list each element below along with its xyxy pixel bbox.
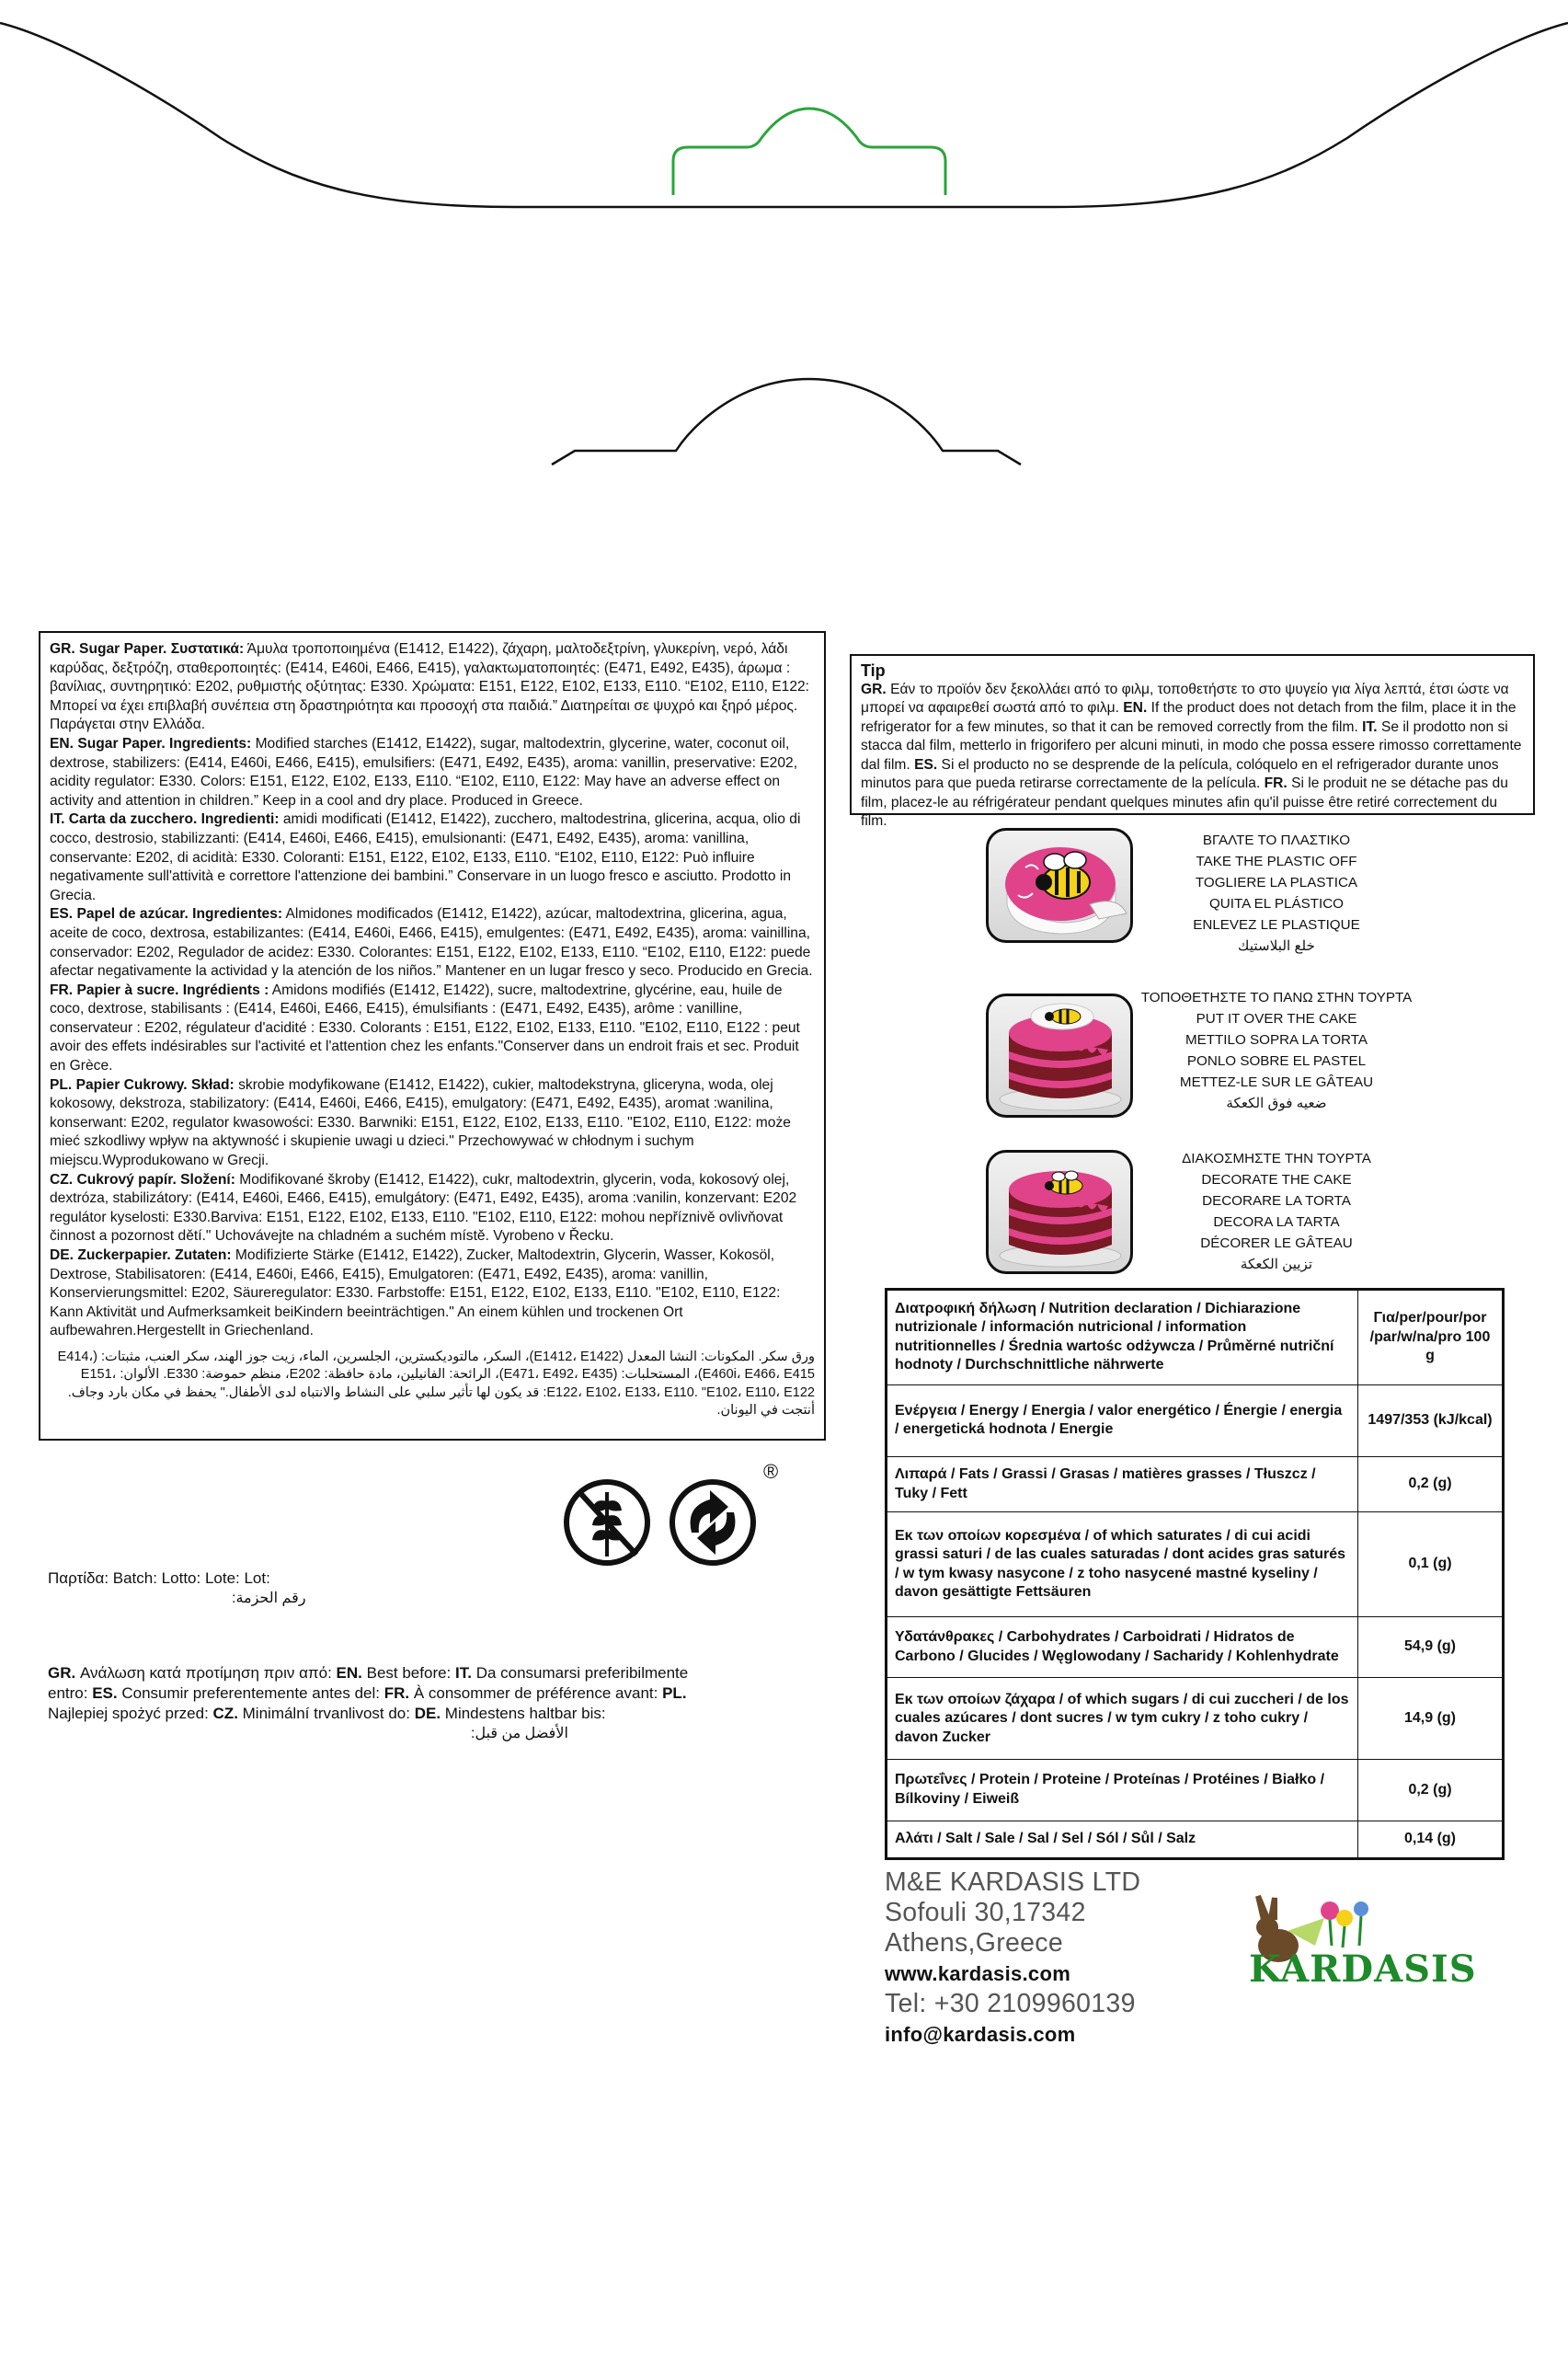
tip-en-lead: EN. — [1123, 700, 1148, 716]
bb-es-lead: ES. — [92, 1684, 118, 1702]
ingredients-es-lead: ES. Papel de azúcar. Ingredientes: — [50, 906, 283, 923]
step-2-line-gr: ΤΟΠΟΘΕΤΗΣΤΕ ΤΟ ΠΑΝΩ ΣΤΗΝ ΤΟΥΡΤΑ — [1140, 990, 1413, 1005]
company-tel: Tel: +30 2109960139 — [885, 1989, 1136, 2018]
step-3-text — [1139, 1148, 1414, 1275]
bb-cz-lead: CZ. — [212, 1705, 238, 1722]
nutrition-label-sugars: Εκ των οποίων ζάχαρα / of which sugars / di cui zuccheri / de los cuales azúcares / dont sucres / w tym cukry / z toho cukry / davon Zucker — [887, 1678, 1358, 1760]
ingredients-de-lead: DE. Zuckerpapier. Zutaten: — [50, 1247, 232, 1263]
tip-gr-lead: GR. — [861, 681, 887, 697]
tip-fr: Si le produit ne se détache pas du film, placez-le au réfrigérateur pendant quelques minutes afin qu'il puisse être retiré correctement du film. — [861, 775, 1508, 829]
bb-it: Da consumarsi preferibilmente entro: — [48, 1664, 689, 1702]
nutrition-row-salt — [887, 1821, 1504, 1858]
step-1-illustration — [986, 828, 1133, 943]
bb-gr: Ανάλωση κατά προτίμηση πριν από: — [75, 1664, 337, 1682]
company-info — [885, 1867, 1140, 2050]
bb-en-lead: EN. — [336, 1664, 362, 1682]
ingredients-pl — [50, 1076, 815, 1171]
nutrition-value-fats: 0,2 (g) — [1358, 1457, 1504, 1512]
ingredients-en — [50, 735, 815, 810]
nutrition-label-saturates: Εκ των οποίων κορεσμένα / of which saturates / di cui acidi grassi saturi / de las cuales saturadas / dont acides gras saturés / w tym kwasy nasycone / z toho nasycené mastné kyseliny / davon gesättigte Fettsäuren — [887, 1512, 1358, 1617]
kardasis-logo-text: KARDASIS — [1249, 1947, 1477, 1991]
package-dieline — [0, 0, 1568, 515]
tip-box — [850, 654, 1535, 829]
nutrition-row-energy — [887, 1384, 1504, 1457]
best-before-ar: الأفضل من قبل: — [471, 1726, 568, 1741]
step-1-text — [1139, 830, 1414, 957]
peel-topper-icon — [989, 831, 1130, 940]
bb-es: Consumir preferentemente antes del: — [117, 1684, 384, 1702]
tip-fr-lead: FR. — [1264, 775, 1288, 791]
nutrition-value-carbohydrates: 54,9 (g) — [1358, 1617, 1504, 1678]
ingredients-pl-text: skrobie modyfikowane (E1412, E1422), cukier, maltodekstryna, gliceryna, woda, olej kokosowy, dekstroza, stabilizatory: (E414, E460i, E466, E415), emulgatory: (E471, E492, E435), aromat :wanilina, konserwant: E202, regulator kwasowości: E330. Barwniki: E151, E122, E102, E133, E110. "E102, E110, E122: może mieć szkodliwy wpływ na aktywność i skupienie uwagi u dzieci." Przechowywać w chłodnym i suchym miejscu.Wyprodukowano w Grecji. — [50, 1076, 791, 1169]
nutrition-label-fats: Λιπαρά / Fats / Grassi / Grasas / matières grasses / Tłuszcz / Tuky / Fett — [887, 1457, 1358, 1512]
bb-it-lead: IT. — [455, 1664, 472, 1682]
tip-es: Si el producto no se desprende de la película, colóquelo en el refrigerador durante unos minutos para que pueda retirarse correctamente de la película. — [861, 756, 1499, 791]
lot-section — [48, 1568, 710, 1609]
ingredients-fr-lead: FR. Papier à sucre. Ingrédients : — [50, 982, 269, 998]
nutrition-label-energy: Ενέργεια / Energy / Energia / valor energético / Énergie / energia / energetická hodnota / Energie — [887, 1384, 1358, 1457]
bb-fr: À consommer de préférence avant: — [409, 1684, 663, 1702]
lot-label-ar: رقم الحزمة: — [232, 1591, 306, 1606]
company-street: Sofouli 30,17342 — [885, 1898, 1086, 1927]
nutrition-row-protein — [887, 1760, 1504, 1821]
step-3-line-ar: تزيين الكعكة — [1240, 1257, 1313, 1272]
gluten-free-icon — [567, 1482, 647, 1563]
certification-symbols — [552, 1472, 782, 1573]
bb-cz: Minimální trvanlivost do: — [237, 1705, 415, 1722]
tip-es-lead: ES. — [914, 756, 938, 773]
nutrition-header-row — [887, 1290, 1504, 1385]
nutrition-label-carbohydrates: Υδατάνθρακες / Carbohydrates / Carboidrati / Hidratos de Carbono / Glucides / Węglowodany / Sacharidy / Kohlenhydrate — [887, 1617, 1358, 1678]
green-dot-recycle-icon — [672, 1482, 753, 1563]
nutrition-label-protein: Πρωτεΐνες / Protein / Proteine / Proteínas / Protéines / Białko / Bílkoviny / Eiweiß — [887, 1760, 1358, 1821]
bb-fr-lead: FR. — [383, 1684, 410, 1702]
hang-tab-line — [552, 379, 1021, 465]
ingredients-es — [50, 905, 815, 981]
step-3-illustration — [986, 1150, 1133, 1274]
ingredients-gr-text: Άμυλα τροποποιημένα (E1412, E1422), ζάχαρη, μαλτοδεξτρίνη, γλυκερίνη, νερό, λάδι καρύδας, δεξτρόζη, σταθεροποιητές: (E414, E460i, E466, E415), γαλακτωματοποιητές: (E471, E492, E435), άρωμα : βανίλιας, συντηρητικό: E202, ρυθμιστής οξύτητας: E330. Χρώματα: E151, E122, E102, E133, E110. “E102, E110, E122: Μπορεί να έχει επιβλαβή συνέπεια στη δραστηριότητα και προσοχή στα παιδιά.” Διατηρείται σε ψυχρό και ξηρό μέρος. Παράγεται στην Ελλάδα. — [50, 641, 810, 733]
nutrition-row-fats — [887, 1457, 1504, 1512]
nutrition-value-energy: 1497/353 (kJ/kcal) — [1358, 1384, 1504, 1457]
bb-en: Best before: — [361, 1664, 456, 1682]
step-3-line-fr: DÉCORER LE GÂTEAU — [1200, 1235, 1353, 1251]
nutrition-value-sugars: 14,9 (g) — [1358, 1678, 1504, 1760]
tip-en: If the product does not detach from the film, place it in the refrigerator for a few minutes, so that it can be removed correctly from the film. — [861, 700, 1516, 735]
step-2-line-es: PONLO SOBRE EL PASTEL — [1186, 1053, 1367, 1069]
bb-de-lead: DE. — [414, 1705, 441, 1722]
ingredients-de-text: Modifizierte Stärke (E1412, E1422), Zucker, Maltodextrin, Glycerin, Wasser, Kokosöl, Dextrose, Stabilisatoren: (E414, E460i, E466, E415), Emulgatoren: (E471, E492, E435), aroma: vanillin, Konservierungsmittel: E202, Säureregulator: E330. Farbstoffe: E151, E122, E102, E133, E110. "E102, E110, E122: Kann Aktivität und Aufmerksamkeit beiKindern beeinträchtigen." An einem kühlen und trockenen Ort aufbewahren.Hergestellt in Griechenland. — [50, 1247, 781, 1339]
tip-gr: Εάν το προϊόν δεν ξεκολλάει από το φιλμ, τοποθετήστε το στο ψυγείο για λίγα λεπτά, έτσι ώστε να μπορεί να αφαιρεθεί σωστά από το φιλμ. — [861, 681, 1509, 716]
ingredients-pl-lead: PL. Papier Cukrowy. Skład: — [50, 1076, 235, 1093]
step-3-line-es: DECORA LA TARTA — [1213, 1214, 1340, 1230]
ingredients-cz — [50, 1171, 815, 1246]
ingredients-cz-lead: CZ. Cukrový papír. Složení: — [50, 1171, 235, 1188]
step-1-line-fr: ENLEVEZ LE PLASTIQUE — [1193, 917, 1360, 933]
ingredients-it — [50, 810, 815, 905]
decorated-cake-icon — [989, 1153, 1130, 1271]
tip-it-lead: IT. — [1362, 718, 1378, 735]
registered-mark: ® — [763, 1460, 779, 1483]
tip-text — [861, 681, 1524, 832]
cake-topper-icon — [989, 996, 1130, 1115]
nutrition-header-value: Για/per/pour/por /par/w/na/pro 100 g — [1358, 1290, 1504, 1385]
step-2-line-ar: ضعيه فوق الكعكة — [1226, 1096, 1327, 1111]
tip-it: Se il prodotto non si stacca dal film, metterlo in frigorifero per alcuni minuti, in modo che possa essere rimosso correttamente dal film. — [861, 718, 1522, 773]
tip-title: Tip — [861, 661, 886, 680]
step-2-illustration — [986, 994, 1133, 1118]
step-1-line-en: TAKE THE PLASTIC OFF — [1196, 854, 1357, 869]
nutrition-row-saturates — [887, 1512, 1504, 1617]
company-city: Athens,Greece — [885, 1928, 1064, 1958]
ingredients-en-text: Modified starches (E1412, E1422), sugar, maltodextrin, glycerine, water, coconut oil, dextrose, stabilizers: (E414, E460i, E466, E415), emulsifiers: (E471, E492, E435), aroma: vanillin, preservative: E202, acidity regulator: E330. Colors: E151, E122, E102, E133, E110. “E102, E110, E122: May have an adverse effect on activity and attention in children.” Keep in a cool and dry place. Produced in Greece. — [50, 735, 798, 809]
step-3-line-gr: ΔΙΑΚΟΣΜΗΣΤΕ ΤΗΝ ΤΟΥΡΤΑ — [1182, 1151, 1371, 1166]
step-1-line-es: QUITA EL PLÁSTICO — [1208, 896, 1344, 912]
bb-pl: Najlepiej spożyć przed: — [48, 1705, 213, 1722]
ingredients-de — [50, 1246, 815, 1341]
nutrition-value-salt: 0,14 (g) — [1358, 1821, 1504, 1858]
bb-de: Mindestens haltbar bis: — [441, 1705, 606, 1722]
nutrition-row-carbohydrates — [887, 1617, 1504, 1678]
ingredients-es-text: Almidones modificados (E1412, E1422), azúcar, maltodextrina, glicerina, agua, aceite de coco, dextrosa, estabilizantes: (E414, E460i, E466, E415), emulgentes: (E471, E492, E435), aroma: vainillina, conservador: E202, Regulador de acidez: E330. Colorantes: E151, E122, E102, E133, E110. “E102, E110, E122: puede afectar negativamente la actividad y la atención de los niños.” Mantener en un lugar fresco y seco. Producido en Grecia. — [50, 906, 813, 980]
ingredients-cz-text: Modifikované škroby (E1412, E1422), cukr, maltodextrin, glycerin, voda, kokosový olej, dextróza, stabilizátory: (E414, E460i, E466, E415), emulgátory: (E471, E492, E435), aroma :vanilin, konzervant: E202 regulátor kyselosti: E330.Barviva: E151, E122, E102, E133, E110. "E102, E110, E122: mohou nepříznivě ovlivňovat činnost a pozornost dětí." Uchovávejte na chladném a suchém místě. Vyrobeno v Řecku. — [50, 1171, 797, 1245]
bb-gr-lead: GR. — [48, 1664, 76, 1682]
lot-label: Παρτίδα: Batch: Lotto: Lote: Lot: — [48, 1569, 270, 1587]
ingredients-fr-text: Amidons modifiés (E1412, E1422), sucre, maltodextrine, glycérine, eau, huile de coco, dextrose, stabilisants : (E414, E460i, E466, E415), émulsifiants : (E471, E492, E435), arôme : vanilline, conservateur : E202, régulateur d'acidité : E330. Colorants : E151, E122, E102, E133, E110. "E102, E110, E122 : peut avoir des effets indésirables sur l'activité et l'attention chez les enfants."Conserver dans un endroit frais et sec. Produit en Grèce. — [50, 982, 800, 1074]
ingredients-en-lead: EN. Sugar Paper. Ingredients: — [50, 735, 252, 752]
nutrition-value-saturates: 0,1 (g) — [1358, 1512, 1504, 1617]
company-name: M&E KARDASIS LTD — [885, 1867, 1141, 1897]
nutrition-label-salt: Αλάτι / Salt / Sale / Sal / Sel / Sól / Sůl / Salz — [887, 1821, 1358, 1858]
step-3-line-en: DECORATE THE CAKE — [1201, 1172, 1352, 1188]
nutrition-row-sugars — [887, 1678, 1504, 1760]
best-before-section — [48, 1663, 719, 1744]
step-3-line-it: DECORARE LA TORTA — [1202, 1193, 1351, 1209]
step-1-line-gr: ΒΓΑΛΤΕ ΤΟ ΠΛΑΣΤΙΚΟ — [1202, 833, 1351, 848]
ingredients-it-lead: IT. Carta da zucchero. Ingredienti: — [50, 811, 280, 828]
nutrition-header-label: Διατροφική δήλωση / Nutrition declaration / Dichiarazione nutrizionale / información nutricional / information nutritionnelles / Średnia wartośc odżywcza / Průměrné nutriční hodnoty / Durchschnittliche nährwerte — [887, 1290, 1358, 1385]
company-email: info@kardasis.com — [885, 2023, 1076, 2046]
hang-hole-outline — [673, 109, 945, 195]
step-2-line-en: PUT IT OVER THE CAKE — [1196, 1011, 1357, 1027]
ingredients-gr — [50, 640, 815, 735]
ingredients-ar: ورق سكر. المكونات: النشا المعدل (E1412، E1422)، السكر، مالتوديكسترين، الجلسرين، الماء، زيت جوز الهند، سكر العنب، مثبتات: (E414، E460i، E466، E415)، المستحلبات: (E471، E492، E435)، الرائحة: الفانيلين، مادة حافظة: E202، منظم حموضة: E330. الألوان: E151، E122، E102، E133، E110. "E102، E110، E122: قد يكون لها تأثير سلبي على النشاط والانتباه لدى الأطفال." يحفظ في مكان بارد وجاف. أنتجت في اليونان. — [57, 1349, 815, 1419]
step-1-line-ar: خلع البلاستيك — [1238, 938, 1315, 954]
ingredients-it-text: amidi modificati (E1412, E1422), zucchero, maltodestrina, glicerina, acqua, olio di cocco, destrosio, stabilizzanti: (E414, E460i, E466, E415), emulsionanti: (E471, E492, E435), aroma: vanillina, conservante: E202, di acidità: E330. Coloranti: E151, E122, E102, E133, E110. “E102, E110, E122: Può influire negativamente sull'attività e correttore l'attenzione dei bambini.” Conservare in un luogo fresco e asciutto. Prodotto in Grecia. — [50, 811, 801, 903]
nutrition-value-protein: 0,2 (g) — [1358, 1760, 1504, 1821]
step-2-line-it: METTILO SOPRA LA TORTA — [1185, 1032, 1368, 1048]
step-1-line-it: TOGLIERE LA PLASTICA — [1195, 875, 1358, 890]
best-before-text — [48, 1663, 719, 1724]
bb-pl-lead: PL. — [662, 1684, 687, 1702]
ingredients-gr-lead: GR. Sugar Paper. Συστατικά: — [50, 641, 245, 657]
ingredients-fr — [50, 982, 815, 1076]
nutrition-table — [885, 1288, 1505, 1860]
ingredients-box — [39, 631, 826, 1441]
company-web: www.kardasis.com — [885, 1962, 1071, 1985]
step-2-text — [1139, 987, 1414, 1114]
step-2-line-fr: METTEZ-LE SUR LE GÂTEAU — [1179, 1074, 1374, 1090]
kardasis-logo — [1223, 1890, 1508, 2001]
